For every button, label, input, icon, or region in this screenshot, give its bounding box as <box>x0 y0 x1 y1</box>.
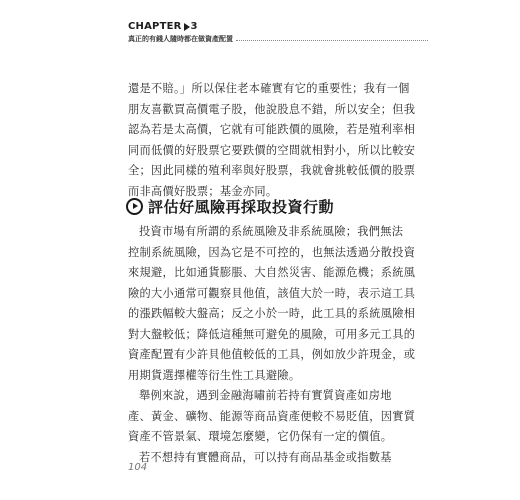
paragraph-continued <box>128 79 416 202</box>
text-line: 資產不管景氣、環境怎麼變，它仍保有一定的價值。 <box>128 430 393 443</box>
section-heading <box>126 196 334 217</box>
text-line: 的漲跌幅較大盤高；反之小於一時，此工具的系統風險相 <box>128 307 416 320</box>
chapter-subtitle-row <box>128 34 428 43</box>
play-circle-icon <box>126 198 143 215</box>
text-line: 產、黃金、礦物、能源等商品資產便較不易貶值，因實質 <box>128 409 416 423</box>
chapter-subtitle: 真正的有錢人隨時都在做資產配置 <box>128 34 233 43</box>
text-line: 還是不賠。」所以保住老本確實有它的重要性；我有一個 <box>128 82 410 95</box>
text-line: 若不想持有實體商品，可以持有商品基金或指數基 <box>139 450 392 464</box>
text-line: 同而低價的好股票它要跌價的空間就相對小，所以比較安 <box>128 143 416 157</box>
text-line: 用期貨選擇權等衍生性工具避險。 <box>128 368 301 382</box>
text-line: 朋友喜歡買高價電子股，他說股息不錯，所以安全；但我 <box>128 102 416 116</box>
section-body <box>128 222 416 468</box>
play-arrow-icon <box>184 23 190 31</box>
chapter-word: CHAPTER <box>128 21 182 32</box>
header-dotted-rule <box>236 40 428 41</box>
running-header <box>128 21 428 43</box>
text-line: 險的大小通常可觀察貝他值，該值大於一時，表示這工具 <box>128 286 416 300</box>
text-line: 控制系統風險，因為它是不可控的，也無法透過分散投資 <box>128 245 416 259</box>
text-line: 認為若是太高價，它就有可能跌價的風險，若是殖利率相 <box>128 123 416 136</box>
section-heading-text: 評估好風險再採取投資行動 <box>148 198 335 216</box>
text-line: 舉例來說，遇到金融海嘯前若持有實質資產如房地 <box>139 389 392 402</box>
text-line: 投資市場有所謂的系統風險及非系統風險；我們無法 <box>139 225 404 238</box>
page-number: 104 <box>128 462 148 473</box>
chapter-label <box>128 21 428 33</box>
text-line: 來規避，比如通貨膨脹、大自然災害、能源危機；系統風 <box>128 266 416 279</box>
chapter-number: 3 <box>190 21 198 32</box>
text-line: 而非高價好股票；基金亦同。 <box>128 184 278 198</box>
text-line: 資產配置有少許貝他值較低的工具，例如放少許現金，或 <box>128 348 416 361</box>
text-line: 全；因此同樣的殖利率與好股票，我就會挑較低價的股票 <box>128 164 416 177</box>
text-line: 對大盤較低；降低這種無可避免的風險，可用多元工具的 <box>128 327 416 341</box>
